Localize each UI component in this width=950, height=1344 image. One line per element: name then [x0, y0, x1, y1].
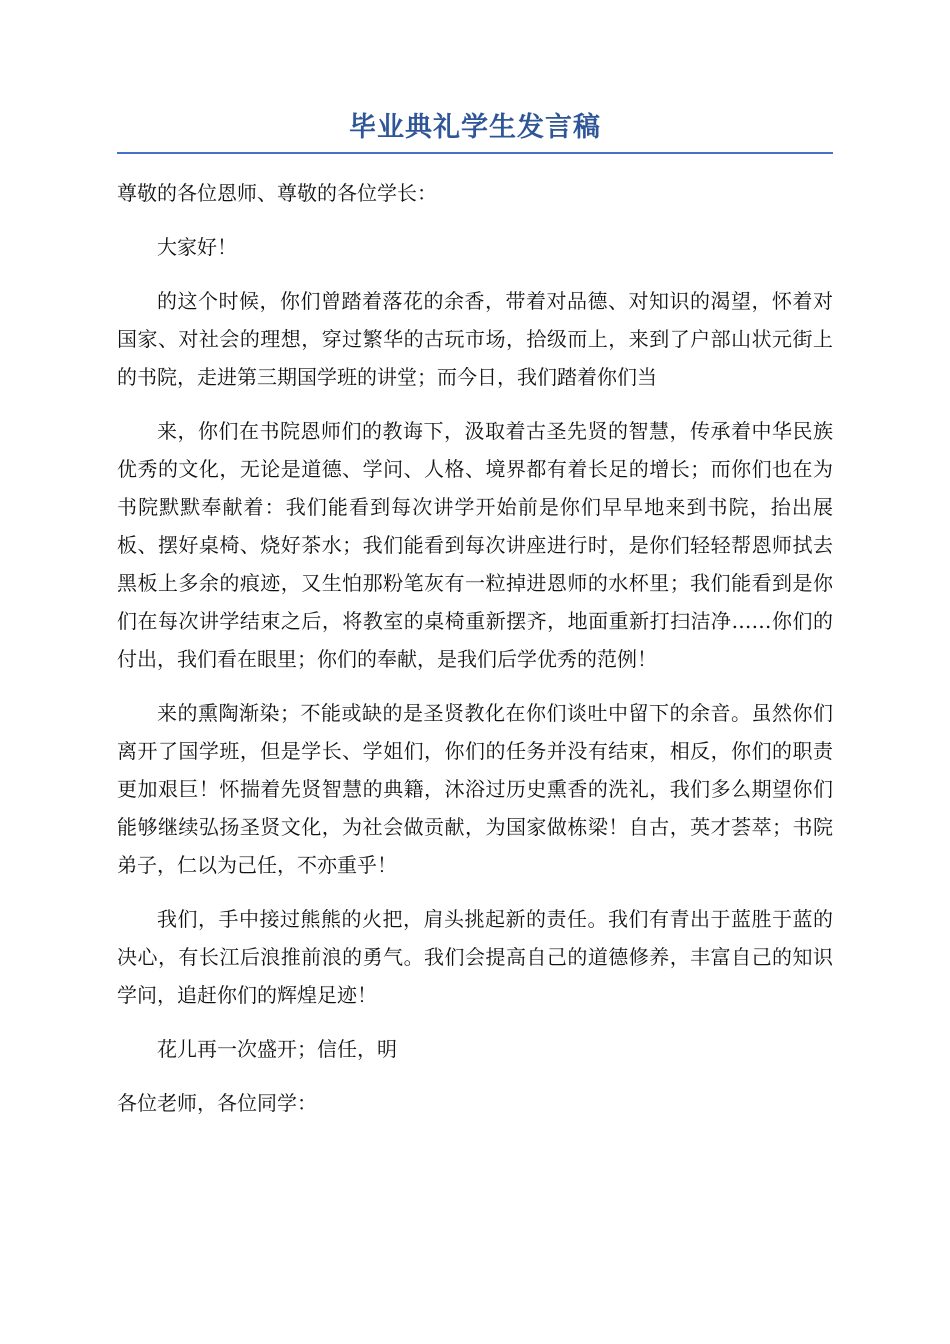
greeting-paragraph: 大家好！: [157, 235, 237, 259]
body-paragraph: 花儿再一次盛开；信任，明: [157, 1037, 397, 1061]
closing-salutation-paragraph: 各位老师，各位同学：: [117, 1091, 317, 1115]
document-body: [117, 174, 833, 1122]
body-paragraph: 的这个时候，你们曾踏着落花的余香，带着对品德、对知识的渴望，怀着对国家、对社会的理想，穿过繁华的古玩市场，拾级而上，来到了户部山状元街上的书院，走进第三期国学班的讲堂；而今日，我们踏着你们当: [117, 289, 833, 389]
title-underline: [117, 152, 833, 154]
document-title: 毕业典礼学生发言稿: [349, 112, 601, 143]
salutation-paragraph: 尊敬的各位恩师、尊敬的各位学长：: [117, 181, 437, 205]
body-paragraph: 来，你们在书院恩师们的教诲下，汲取着古圣先贤的智慧，传承着中华民族优秀的文化，无论是道德、学问、人格、境界都有着长足的增长；而你们也在为书院默默奉献着：我们能看到每次讲学开始前是你们早早地来到书院，抬出展板、摆好桌椅、烧好茶水；我们能看到每次讲座进行时，是你们轻轻帮恩师拭去黑板上多余的痕迹，又生怕那粉笔灰有一粒掉进恩师的水杯里；我们能看到是你们在每次讲学结束之后，将教室的桌椅重新摆齐，地面重新打扫洁净……你们的付出，我们看在眼里；你们的奉献，是我们后学优秀的范例！: [117, 419, 833, 671]
document-page: [117, 108, 833, 1138]
body-paragraph: 我们，手中接过熊熊的火把，肩头挑起新的责任。我们有青出于蓝胜于蓝的决心，有长江后浪推前浪的勇气。我们会提高自己的道德修养，丰富自己的知识学问，追赶你们的辉煌足迹！: [117, 907, 833, 1007]
body-paragraph: 来的熏陶渐染；不能或缺的是圣贤教化在你们谈吐中留下的余音。虽然你们离开了国学班，但是学长、学姐们，你们的任务并没有结束，相反，你们的职责更加艰巨！怀揣着先贤智慧的典籍，沐浴过历史熏香的洗礼，我们多么期望你们能够继续弘扬圣贤文化，为社会做贡献，为国家做栋梁！自古，英才荟萃；书院弟子，仁以为己任，不亦重乎！: [117, 701, 833, 877]
